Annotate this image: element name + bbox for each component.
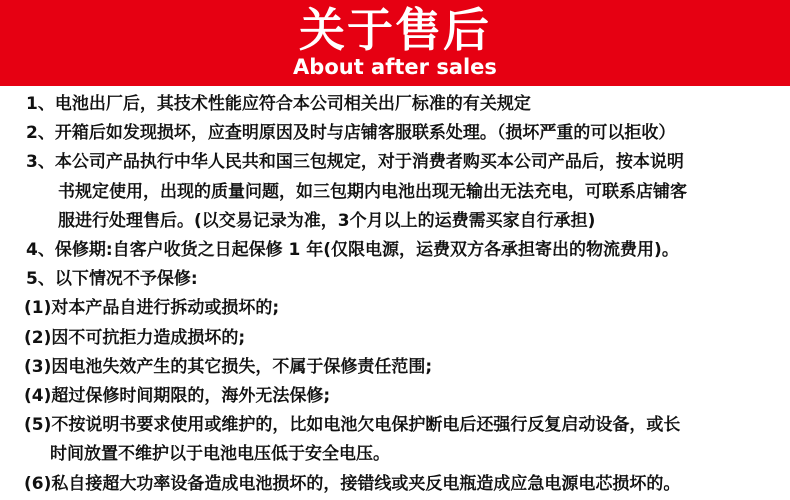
header-banner [0,0,790,86]
exclusion-5-continued: 时间放置不维护以于电池电压低于安全电压。 [50,444,390,465]
exclusion-6: (6)私自接超大功率设备造成电池损坏的，接错线或夹反电瓶造成应急电源电芯损坏的。 [24,473,681,494]
exclusion-1: (1)对本产品自进行拆动或损坏的; [24,298,280,319]
page-subtitle: About after sales [293,55,497,79]
term-4-warranty-period: 4、保修期:自客户收货之日起保修 1 年(仅限电源，运费双方各承担寄出的物流费用)。 [26,240,679,261]
term-5-exclusions-heading: 5、以下情况不予保修: [26,269,198,290]
exclusion-4: (4)超过保修时间期限的，海外无法保修; [24,386,331,407]
term-3: 3、本公司产品执行中华人民共和国三包规定，对于消费者购买本公司产品后，按本说明 [26,152,684,173]
exclusion-3: (3)因电池失效产生的其它损失，不属于保修责任范围; [24,356,433,377]
exclusion-2: (2)因不可抗拒力造成损坏的; [24,327,246,348]
term-3-continued-2: 服进行处理售后。(以交易记录为准，3个月以上的运费需买家自行承担) [58,210,596,231]
page-title: 关于售后 [299,3,491,57]
after-sales-terms [26,90,786,499]
term-3-continued-1: 书规定使用，出现的质量问题，如三包期内电池出现无输出无法充电，可联系店铺客 [58,181,687,202]
term-2: 2、开箱后如发现损坏，应查明原因及时与店铺客服联系处理。（损坏严重的可以拒收） [26,123,676,144]
term-1: 1、电池出厂后，其技术性能应符合本公司相关出厂标准的有关规定 [26,94,531,114]
exclusion-5: (5)不按说明书要求使用或维护的，比如电池欠电保护断电后还强行反复启动设备，或长 [24,415,681,436]
